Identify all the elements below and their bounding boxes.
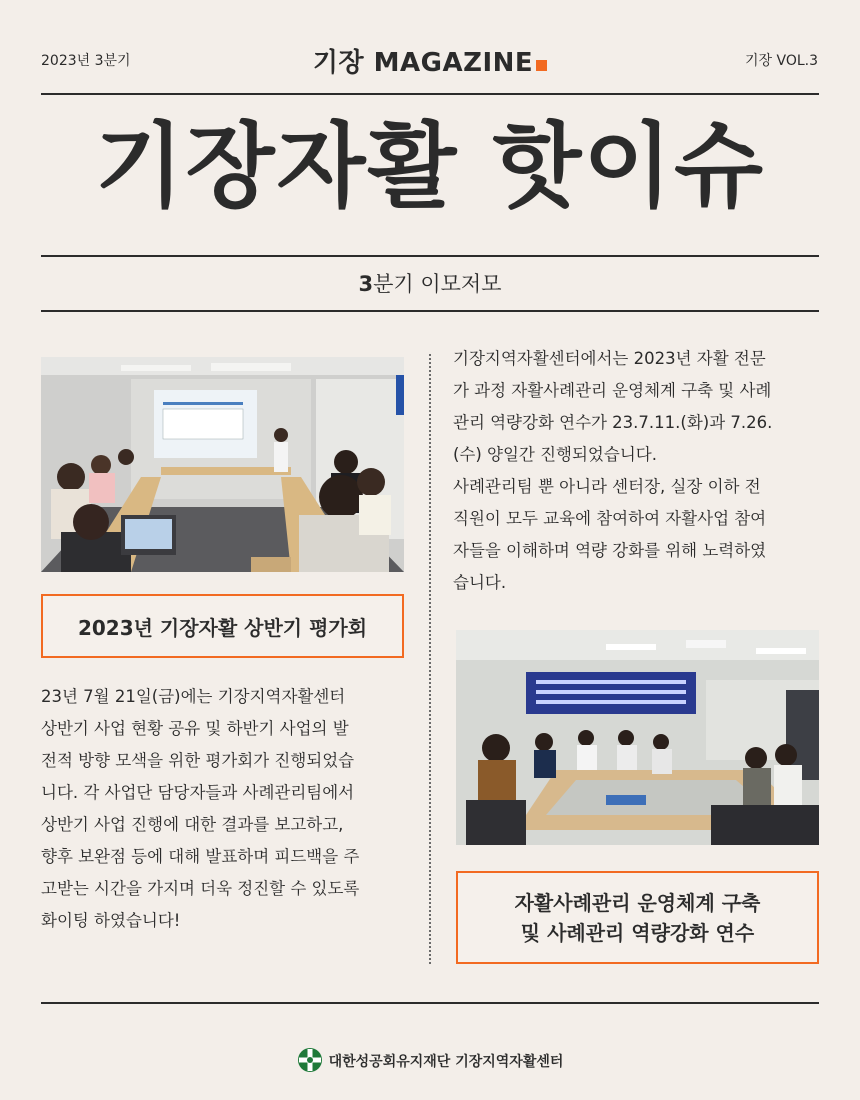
right-article-title-line2: 및 사례관리 역량강화 연수 [520,920,755,945]
column-divider [429,354,431,964]
left-line: 전적 방향 모색을 위한 평가회가 진행되었습 [41,751,355,770]
right-line: 직원이 모두 교육에 참여하여 자활사업 참여 [453,509,767,528]
footer [0,1047,860,1077]
right-line: 가 과정 자활사례관리 운영체계 구축 및 사례 [453,381,772,400]
left-line: 상반기 사업 진행에 대한 결과를 보고하고, [41,815,344,834]
volume-label: 기장 VOL.3 [744,53,818,69]
right-line: 습니다. [453,573,507,592]
right-article-body [453,343,828,599]
subhead [0,268,860,298]
training-session-photo [456,630,819,845]
left-article-title-box [41,594,404,658]
left-line: 23년 7월 21일(금)에는 기장지역자활센터 [41,687,346,706]
foundation-cross-logo-icon [297,1047,323,1077]
left-article-title: 2023년 기장자활 상반기 평가회 [77,615,368,640]
issue-date: 2023년 3분기 [41,53,131,69]
magazine-title [0,42,860,79]
subhead-text: 분기 이모저모 [373,272,502,296]
evaluation-meeting-photo [41,357,404,572]
left-line: 화이팅 하였습니다! [41,911,181,930]
left-line: 니다. 각 사업단 담당자들과 사례관리팀에서 [41,783,355,802]
top-rule [41,93,819,95]
accent-square-icon [536,60,547,71]
left-line: 고받는 시간을 가지며 더욱 정진할 수 있도록 [41,879,360,898]
footer-rule [41,1002,819,1004]
subhead-bottom-rule [41,310,819,312]
left-article-body [41,681,411,937]
right-line: (수) 양일간 진행되었습니다. [453,445,657,464]
headline-bottom-rule [41,255,819,257]
right-line: 자들을 이해하며 역량 강화를 위해 노력하였 [453,541,767,560]
right-line: 기장지역자활센터에서는 2023년 자활 전문 [453,349,766,368]
right-line: 사례관리팀 뿐 아니라 센터장, 실장 이하 전 [453,477,761,496]
left-line: 상반기 사업 현황 공유 및 하반기 사업의 발 [41,719,349,738]
headline: 기장자활 핫이슈 [94,113,766,220]
magazine-title-text: 기장 MAGAZINE [312,48,534,78]
subhead-number: 3 [358,272,374,296]
right-article-title-box [456,871,819,964]
left-line: 향후 보완점 등에 대해 발표하며 피드백을 주 [41,847,360,866]
right-line: 관리 역량강화 연수가 23.7.11.(화)과 7.26. [453,413,773,432]
footer-organization: 대한성공회유지재단 기장지역자활센터 [328,1054,564,1070]
right-article-title-line1: 자활사례관리 운영체계 구축 [514,890,761,915]
